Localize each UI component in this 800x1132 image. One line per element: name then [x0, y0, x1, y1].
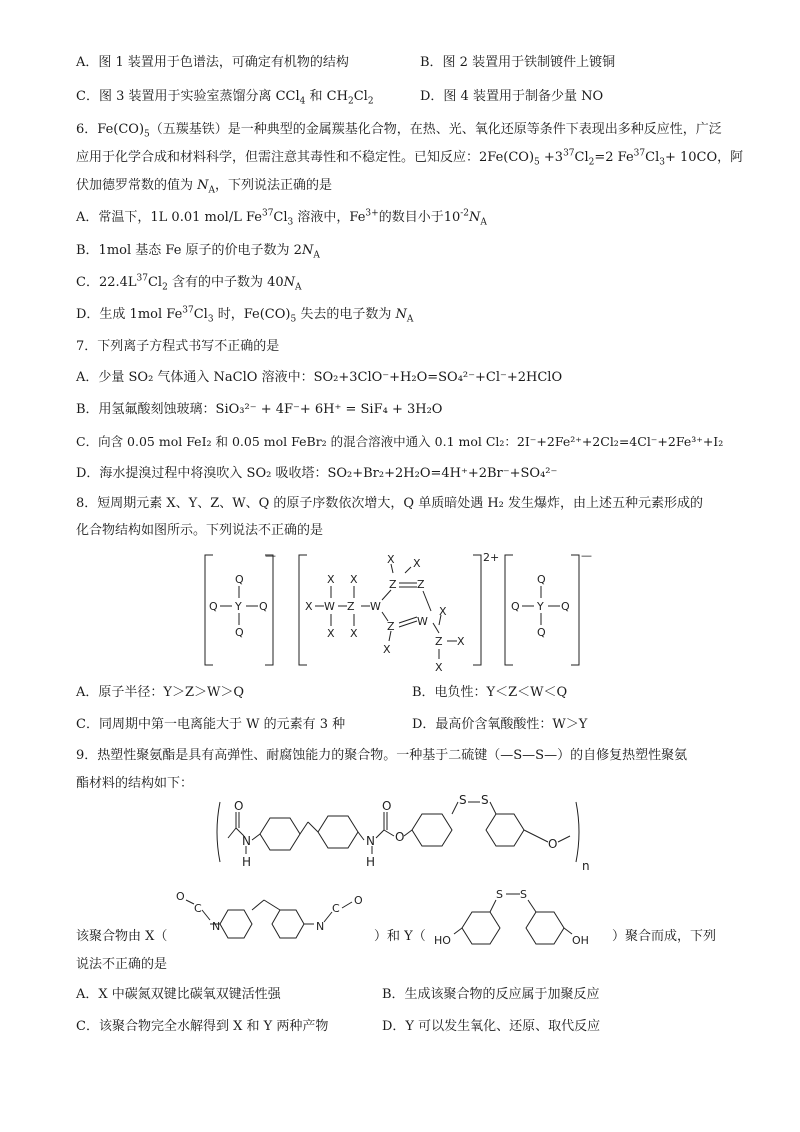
- atom-q: Q: [537, 626, 546, 639]
- atom-x: X: [305, 600, 313, 613]
- q8-stem-line1: 8．短周期元素 X、Y、Z、W、Q 的原子序数依次增大，Q 单质暗处遇 H₂ 发生爆炸，由上述五种元素形成的: [76, 496, 704, 511]
- q8-option-b: B．电负性：Y＜Z＜W＜Q: [412, 685, 568, 700]
- atom-s: S: [459, 793, 467, 807]
- atom-oh: OH: [572, 934, 589, 947]
- atom-o: O: [395, 830, 405, 844]
- atom-o: O: [354, 894, 363, 907]
- q5-option-d: D．图 4 装置用于制备少量 NO: [420, 89, 604, 104]
- atom-ho: HO: [434, 934, 451, 947]
- q9-stem-line3-b: ）和 Y（: [374, 929, 426, 944]
- q9-stem-line3-c: ）聚合而成，下列: [612, 929, 717, 944]
- q8-charge-left: —: [265, 549, 276, 562]
- atom-h: H: [366, 855, 376, 869]
- q8-option-d: D．最高价含氧酸酸性：W＞Y: [412, 717, 588, 732]
- q6-option-c: C．$22.4L^{37}Cl_2$ 含有的中子数为 $40N_A$: [76, 273, 302, 293]
- atom-x: X: [327, 573, 335, 586]
- q5-option-b: B．图 2 装置用于铁制镀件上镀铜: [420, 55, 616, 70]
- q9-option-c: C．该聚合物完全水解得到 X 和 Y 两种产物: [76, 1019, 329, 1034]
- atom-s: S: [481, 793, 489, 807]
- atom-x: X: [457, 635, 465, 648]
- atom-n: N: [316, 920, 325, 933]
- q9-molecule-x: [172, 882, 382, 948]
- q6-option-a: A．常温下，1L 0.01 mol/L $Fe^{37}Cl_3$ 溶液中，$Fe^{3+}$的数目小于$10^{-2}N_A$: [76, 208, 487, 228]
- atom-x: X: [327, 627, 335, 640]
- q6-stem-line2: 应用于化学合成和材料科学，但需注意其毒性和不稳定性。已知反应：$2Fe(CO)_5 +3^{37}Cl_2=2$ $Fe^{37}Cl_3+ 10CO$，阿: [76, 148, 744, 168]
- q9-stem-line3-a: 该聚合物由 X（: [76, 929, 168, 944]
- q6-option-b: B．1mol 基态 Fe 原子的价电子数为 $2N_A$: [76, 243, 320, 261]
- atom-q: Q: [561, 600, 570, 613]
- atom-x: X: [435, 661, 443, 674]
- atom-o: O: [382, 799, 392, 813]
- atom-q: Q: [259, 600, 268, 613]
- q6-stem-line1: 6．$Fe(CO)_5$（五羰基铁）是一种典型的金属羰基化合物，在热、光、氧化还原等条件下表现出多种反应性，广泛: [76, 122, 722, 140]
- atom-c: C: [332, 902, 340, 915]
- atom-h: H: [242, 855, 252, 869]
- atom-y: Y: [235, 600, 242, 613]
- q7-option-c: C．向含 0.05 mol FeI₂ 和 0.05 mol FeBr₂ 的混合溶液中通入 0.1 mol Cl₂：2I⁻+2Fe²⁺+2Cl₂=4Cl⁻+2Fe³⁺+I₂: [76, 434, 724, 449]
- atom-x: X: [350, 573, 358, 586]
- q8-option-a: A．原子半径：Y＞Z＞W＞Q: [76, 685, 245, 700]
- atom-q: Q: [235, 626, 244, 639]
- q7-option-a: A．少量 SO₂ 气体通入 NaClO 溶液中：SO₂+3ClO⁻+H₂O=SO₄²⁻+Cl⁻+2HClO: [76, 370, 563, 385]
- atom-z: Z: [389, 578, 397, 591]
- q5-option-a: A．图 1 装置用于色谱法，可确定有机物的结构: [76, 55, 349, 70]
- q9-molecule-y: [432, 880, 608, 948]
- q7-option-b: B．用氢氟酸刻蚀玻璃：SiO₃²⁻ + 4F⁻+ 6H⁺ = SiF₄ + 3H₂O: [76, 402, 443, 417]
- atom-o: O: [176, 890, 185, 903]
- atom-x: X: [350, 627, 358, 640]
- atom-z: Z: [347, 600, 355, 613]
- atom-n: N: [242, 834, 251, 848]
- q6-option-d: D．生成 1mol $Fe^{37}Cl_3$ 时，$Fe(CO)_5$ 失去的电子数为 $N_A$: [76, 305, 414, 325]
- atom-n: N: [212, 920, 221, 933]
- atom-y: Y: [537, 600, 544, 613]
- q8-stem-line2: 化合物结构如图所示。下列说法不正确的是: [76, 523, 324, 538]
- q9-polymer-structure: [208, 788, 603, 876]
- atom-x: X: [413, 557, 421, 570]
- atom-x: X: [439, 605, 447, 618]
- atom-q: Q: [537, 573, 546, 586]
- atom-q: Q: [209, 600, 218, 613]
- atom-x: X: [387, 553, 395, 566]
- atom-z: Z: [417, 578, 425, 591]
- q9-stem-line2: 酯材料的结构如下：: [76, 776, 194, 791]
- atom-w: W: [417, 615, 428, 628]
- atom-z: Z: [387, 620, 395, 633]
- q8-charge-right: —: [581, 549, 592, 562]
- atom-w: W: [370, 600, 381, 613]
- q9-option-a: A．X 中碳氮双键比碳氧双键活性强: [76, 987, 281, 1002]
- atom-w: W: [324, 600, 335, 613]
- atom-c: C: [194, 902, 202, 915]
- atom-s: S: [520, 888, 527, 901]
- q5-option-c: C．图 3 装置用于实验室蒸馏分离 CCl$_4$ 和 $CH_2Cl_2$: [76, 89, 374, 107]
- q7-option-d: D．海水提溴过程中将溴吹入 SO₂ 吸收塔：SO₂+Br₂+2H₂O=4H⁺+2Br⁻+SO₄²⁻: [76, 466, 558, 481]
- atom-q: Q: [511, 600, 520, 613]
- atom-o: O: [548, 837, 558, 851]
- q8-compound-structure: [195, 543, 615, 675]
- atom-n: N: [366, 834, 375, 848]
- atom-q: Q: [235, 573, 244, 586]
- atom-z: Z: [435, 635, 443, 648]
- atom-o: O: [234, 799, 244, 813]
- q8-charge-middle: 2+: [483, 551, 500, 564]
- q6-stem-line3: 伏加德罗常数的值为 $N_A$，下列说法正确的是: [76, 178, 333, 196]
- q9-option-b: B．生成该聚合物的反应属于加聚反应: [382, 987, 600, 1002]
- atom-x: X: [383, 643, 391, 656]
- q9-stem-line4: 说法不正确的是: [76, 957, 168, 972]
- atom-s: S: [496, 888, 503, 901]
- polymer-n: n: [582, 859, 590, 873]
- q9-option-d: D．Y 可以发生氧化、还原、取代反应: [382, 1019, 601, 1034]
- q7-stem: 7．下列离子方程式书写不正确的是: [76, 339, 280, 354]
- q8-option-c: C．同周期中第一电离能大于 W 的元素有 3 种: [76, 717, 346, 732]
- q9-stem-line1: 9．热塑性聚氨酯是具有高弹性、耐腐蚀能力的聚合物。一种基于二硫键（—S—S—）的自修复热塑性聚氨: [76, 748, 688, 763]
